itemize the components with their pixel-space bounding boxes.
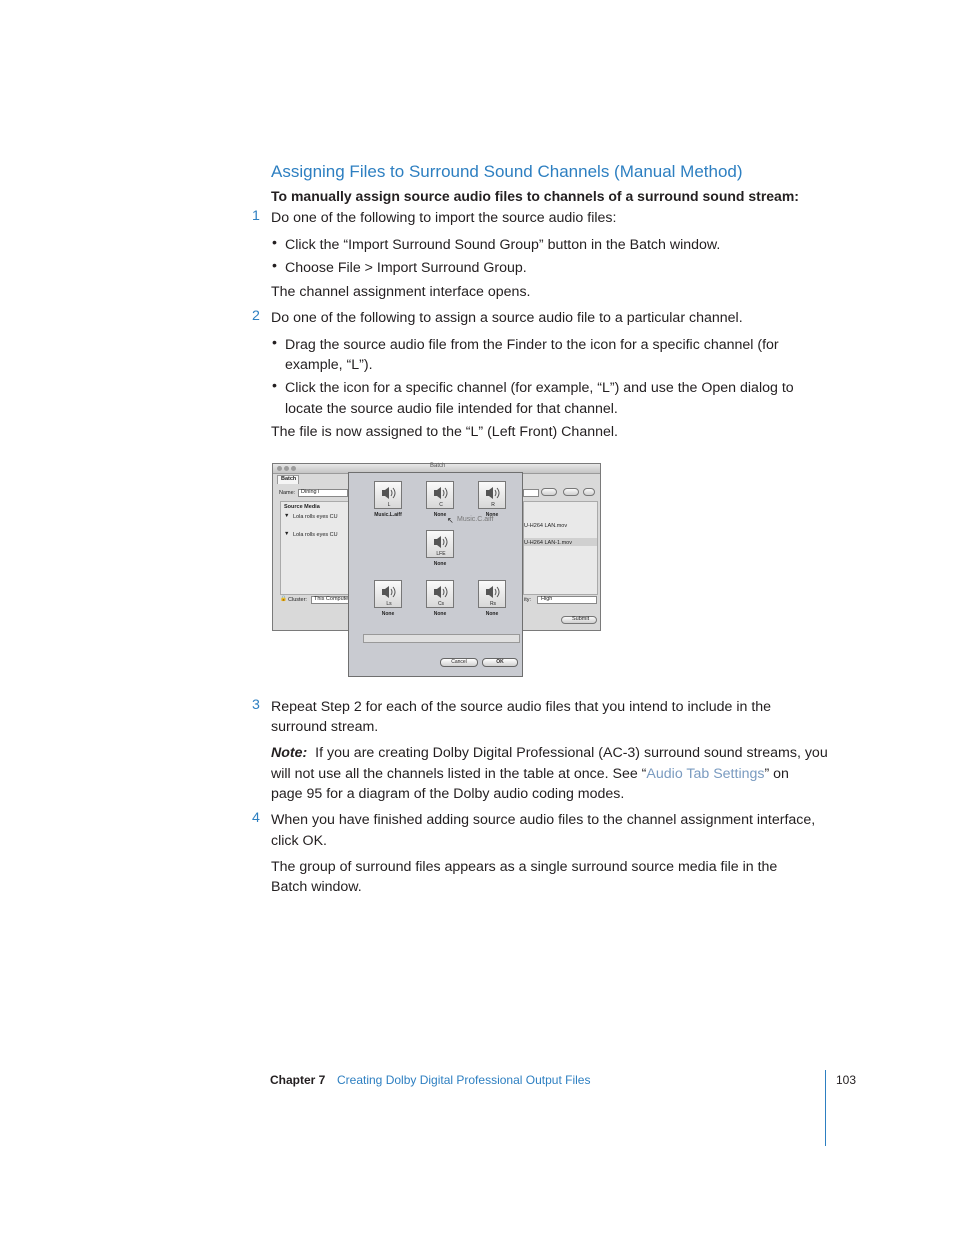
step-result: The file is now assigned to the “L” (Left Front) Channel. bbox=[271, 424, 618, 440]
tab-label: Batch bbox=[281, 476, 297, 482]
step-number: 1 bbox=[252, 208, 260, 224]
step-text: surround stream. bbox=[271, 719, 379, 735]
cluster-value: This Compute bbox=[314, 596, 349, 602]
channel-R-button bbox=[478, 481, 506, 509]
channel-label: Ls bbox=[386, 601, 392, 607]
search-field bbox=[523, 489, 539, 497]
bullet-text: Drag the source audio file from the Finder to the icon for a specific channel (for bbox=[285, 337, 779, 353]
step-text: Do one of the following to import the source audio files: bbox=[271, 210, 617, 226]
channel-Cs-button bbox=[426, 580, 454, 608]
note-label: Note: bbox=[271, 745, 308, 761]
target-file: U-H264 LAN.mov bbox=[524, 523, 568, 529]
note-text: If you are creating Dolby Digital Professional (AC-3) surround sound streams, you bbox=[315, 745, 828, 761]
channel-label: Rs bbox=[489, 601, 497, 607]
ok-button: OK bbox=[482, 658, 518, 667]
channel-C-button bbox=[426, 481, 454, 509]
tab-batch bbox=[277, 475, 299, 484]
priority-label: ity: bbox=[524, 597, 532, 603]
bullet-text: locate the source audio file intended for that channel. bbox=[285, 401, 618, 417]
channel-Rs-button bbox=[478, 580, 506, 608]
section-heading: Assigning Files to Surround Sound Channels (Manual Method) bbox=[271, 162, 743, 181]
bullet-marker: • bbox=[272, 335, 277, 351]
bullet-marker: • bbox=[272, 258, 277, 274]
window-title: Batch bbox=[430, 463, 446, 469]
procedure-lead: To manually assign source audio files to channels of a surround sound stream: bbox=[271, 188, 799, 204]
lock-icon: 🔒 bbox=[280, 596, 287, 602]
remove-icon bbox=[583, 488, 595, 496]
channel-Ls-button bbox=[374, 580, 402, 608]
speaker-icon bbox=[484, 584, 500, 600]
submit-label: Submit bbox=[572, 616, 590, 622]
disclosure-triangle-icon: ▼ bbox=[284, 531, 290, 537]
speaker-icon bbox=[484, 485, 500, 501]
bullet-text: Choose File > Import Surround Group. bbox=[285, 260, 527, 276]
note-text: page 95 for a diagram of the Dolby audio coding modes. bbox=[271, 786, 625, 802]
channel-assignment-dialog bbox=[348, 472, 523, 677]
step-result: The channel assignment interface opens. bbox=[271, 284, 531, 300]
channel-file: Music.L.aiff bbox=[374, 512, 402, 518]
channel-label: C bbox=[439, 502, 443, 508]
action-popup-icon bbox=[541, 488, 557, 496]
channel-file: None bbox=[433, 561, 447, 567]
channel-file: None bbox=[433, 611, 447, 617]
speaker-icon bbox=[432, 534, 448, 550]
channel-L-button bbox=[374, 481, 402, 509]
footer-chapter: Chapter 7 bbox=[270, 1073, 326, 1087]
channel-label: LFE bbox=[436, 551, 446, 557]
audio-tab-settings-link[interactable]: Audio Tab Settings bbox=[646, 766, 765, 782]
step-number: 2 bbox=[252, 308, 260, 324]
step-number: 3 bbox=[252, 697, 260, 713]
channel-label: R bbox=[491, 502, 495, 508]
step-text: When you have finished adding source audio files to the channel assignment interface, bbox=[271, 812, 816, 828]
settings-popup-icon bbox=[563, 488, 579, 496]
step-result: Batch window. bbox=[271, 879, 362, 895]
bullet-text: Click the icon for a specific channel (for example, “L”) and use the Open dialog to bbox=[285, 380, 794, 396]
step-text: click OK. bbox=[271, 833, 327, 849]
channel-label: L bbox=[387, 502, 391, 508]
page-number: 103 bbox=[836, 1073, 857, 1087]
speaker-icon bbox=[380, 485, 396, 501]
disclosure-triangle-icon: ▼ bbox=[284, 513, 290, 519]
note-line bbox=[271, 764, 789, 785]
target-file: U-H264 LAN-1.mov bbox=[524, 540, 572, 546]
cancel-button: Cancel bbox=[440, 658, 478, 667]
note bbox=[271, 743, 828, 764]
pointer-cursor-icon: ↖ bbox=[447, 516, 454, 525]
cluster-label: Cluster: bbox=[288, 597, 307, 603]
channel-file: None bbox=[381, 611, 395, 617]
minimize-icon bbox=[284, 466, 289, 471]
channel-file: None bbox=[485, 611, 499, 617]
note-text: will not use all the channels listed in the table at once. See “ bbox=[271, 766, 647, 782]
close-icon bbox=[277, 466, 282, 471]
channel-LFE-button bbox=[426, 530, 454, 558]
source-item: Lola rolls eyes CU bbox=[293, 532, 338, 538]
speaker-icon bbox=[380, 584, 396, 600]
step-result: The group of surround files appears as a single surround source media file in the bbox=[271, 859, 778, 875]
priority-popup bbox=[537, 596, 597, 604]
footer-chapter-title[interactable]: Creating Dolby Digital Professional Output Files bbox=[337, 1073, 591, 1087]
name-field bbox=[298, 489, 348, 497]
step-number: 4 bbox=[252, 810, 260, 826]
step-text: Do one of the following to assign a source audio file to a particular channel. bbox=[271, 310, 743, 326]
target-panel bbox=[523, 501, 598, 595]
bullet-text: Click the “Import Surround Sound Group” button in the Batch window. bbox=[285, 237, 721, 253]
source-item: Lola rolls eyes CU bbox=[293, 514, 338, 520]
zoom-icon bbox=[291, 466, 296, 471]
bullet-text: example, “L”). bbox=[285, 357, 373, 373]
source-media-panel bbox=[280, 501, 352, 595]
note-text: ” on bbox=[764, 766, 789, 782]
submit-button bbox=[561, 616, 597, 624]
name-label: Name: bbox=[279, 490, 296, 496]
speaker-icon bbox=[432, 485, 448, 501]
cluster-popup bbox=[311, 596, 351, 604]
priority-value: High bbox=[541, 596, 553, 602]
source-media-label: Source Media bbox=[284, 504, 320, 510]
progress-bar bbox=[363, 634, 520, 643]
name-value: Dining i bbox=[301, 489, 320, 495]
bullet-marker: • bbox=[272, 378, 277, 394]
drag-file-label: Music.C.aiff bbox=[457, 516, 494, 523]
speaker-icon bbox=[432, 584, 448, 600]
channel-file: None bbox=[485, 512, 499, 518]
footer-divider bbox=[825, 1070, 826, 1146]
channel-label: Cs bbox=[437, 601, 445, 607]
channel-file: None bbox=[433, 512, 447, 518]
bullet-marker: • bbox=[272, 235, 277, 251]
step-text: Repeat Step 2 for each of the source audio files that you intend to include in the bbox=[271, 699, 772, 715]
